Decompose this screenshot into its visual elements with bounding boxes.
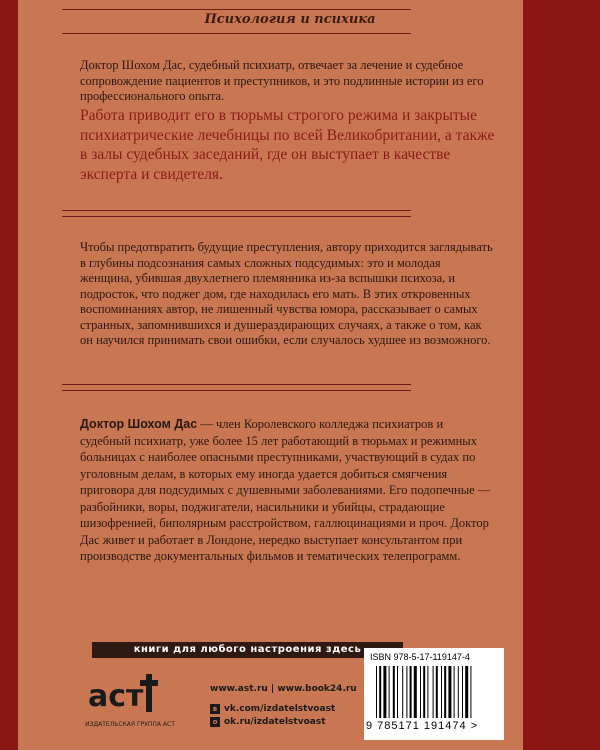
author-name: Доктор Шохом Дас [80, 417, 198, 431]
ok-link[interactable]: ok.ru/izdatelstvoast [224, 717, 326, 727]
ok-icon: о [210, 717, 220, 727]
slogan-banner: книги для любого настроения здесь [92, 642, 403, 658]
divider-1-upper [62, 210, 411, 211]
series-title: Психология и психика [204, 12, 376, 27]
left-edge-band [0, 0, 18, 750]
vk-icon: в [210, 704, 220, 714]
barcode-number: 9 785171 191474 > [366, 720, 479, 732]
publisher-websites[interactable]: www.ast.ru | www.book24.ru [210, 684, 357, 694]
highlight-paragraph: Работа приводит его в тюрьмы строгого режима и закрытые психиатрические лечебницы по всей Великобритании, а также в залы судебных заседаний, где он выступает в качестве эксперта и свидетеля. [80, 107, 495, 183]
divider-2-lower [62, 390, 411, 391]
barcode-icon [376, 666, 496, 718]
top-rule-upper [62, 9, 411, 10]
top-rule-lower [62, 33, 411, 34]
isbn-label: ISBN 978-5-17-119147-4 [370, 652, 470, 662]
publisher-caption: ИЗДАТЕЛЬСКАЯ ГРУППА АСТ [85, 721, 175, 728]
author-bio-text: — член Королевского колледжа психиатров и судебный психиатр, уже более 15 лет работающий в тюрьмах и режимных больницах с наиболее опасными преступниками, участвующий в судах по уголовным делам, в которых ему иногда удается добиться смягчения приговора для подсудимых с душевными заболеваниями. Его подопечные — разбойники, воры, поджигатели, насильники и убийцы, страдающие шизофренией, биполярным расстройством, галлюцинациями и проч. Доктор Дас живет и работает в Лондоне, нередко выступает консультантом при производстве документальных фильмов и тематических телепрограмм. [80, 417, 491, 563]
description-paragraph: Чтобы предотвратить будущие преступления, автору приходится заглядывать в глубины подсознания самых сложных подсудимых: это и молодая женщина, убившая двухлетнего племянника из-за вспышки психоза, и подросток, что поджег дом, где находилась его мать. В этих откровенных воспоминаниях автор, не лишенный чувства юмора, рассказывает о самых странных, запомнившихся и душераздирающих случаях, а также о том, как он научился принимать свои ошибки, если случалось худшее из возможного. [80, 240, 493, 347]
ast-logo [82, 666, 180, 728]
logo-text: аст [88, 679, 144, 714]
barcode-panel [364, 648, 504, 740]
spine-band [523, 0, 600, 750]
vk-link[interactable]: vk.com/izdatelstvoast [224, 704, 336, 714]
author-bio-paragraph [80, 416, 496, 565]
divider-1-lower [62, 216, 411, 217]
intro-paragraph: Доктор Шохом Дас, судебный психиатр, отвечает за лечение и судебное сопровождение пациентов и преступников, и это подлинные истории из его профессионального опыта. [80, 58, 484, 103]
divider-2-upper [62, 384, 411, 385]
